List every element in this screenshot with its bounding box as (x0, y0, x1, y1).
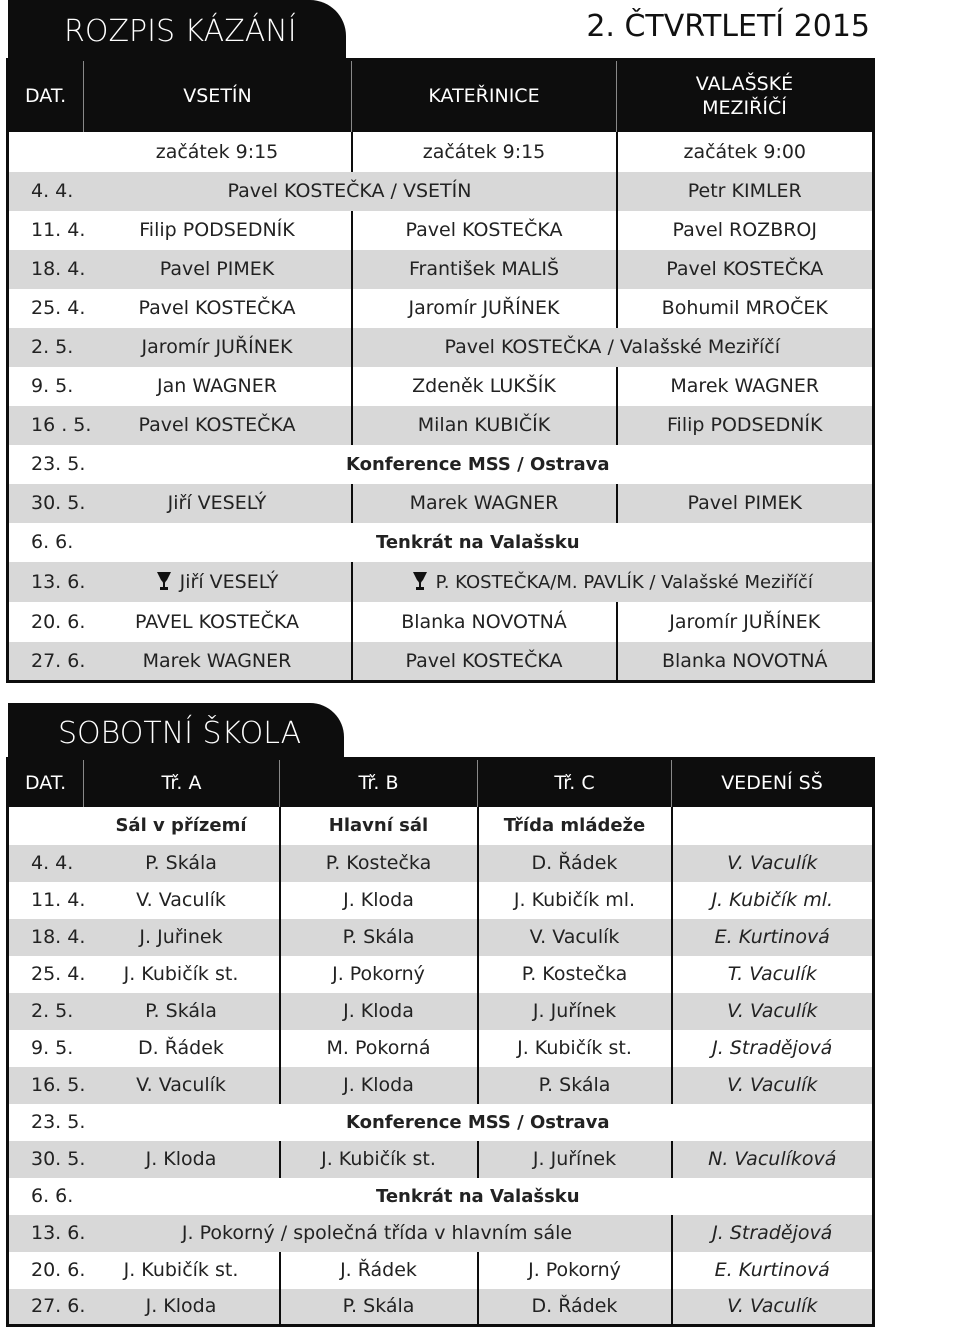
school-date-text: 16. 5. (31, 1074, 86, 1096)
school-class-c (478, 1067, 672, 1104)
school-class-b-text: J. Kubičík st. (321, 1148, 436, 1170)
school-merged-classes (84, 1215, 672, 1252)
school-row (8, 845, 874, 882)
sermon-valmez-text: Marek WAGNER (670, 375, 820, 397)
school-class-b (280, 845, 478, 882)
school-class-a-text: P. Skála (145, 1000, 217, 1022)
school-class-b-text: J. Pokorný (332, 963, 425, 985)
school-row (8, 1067, 874, 1104)
school-header-date: DAT. (8, 759, 84, 807)
school-date (8, 1030, 84, 1067)
school-class-c (478, 919, 672, 956)
sermon-row (8, 562, 874, 602)
sermon-date (8, 211, 84, 250)
sermon-date (8, 523, 84, 562)
school-date (8, 1289, 84, 1326)
sermon-row (8, 172, 874, 211)
sermon-date (8, 562, 84, 602)
school-lead-text: V. Vaculík (727, 852, 818, 874)
sermon-row (8, 328, 874, 367)
communion-cup-icon (412, 571, 428, 591)
school-class-a (84, 845, 280, 882)
start-date-cell (8, 132, 84, 172)
school-class-b-text: P. Skála (342, 1295, 415, 1318)
school-class-c-text: P. Skála (538, 1074, 611, 1096)
sermon-vsetin-text: Marek WAGNER (142, 649, 292, 672)
school-lead (672, 882, 874, 919)
sermon-valmez (617, 367, 874, 406)
sermon-date (8, 328, 84, 367)
school-class-a-text: J. Kubičík st. (123, 963, 239, 985)
school-event-text: Konference MSS / Ostrava (345, 1111, 610, 1133)
school-header-b: Tř. B (280, 759, 478, 807)
school-row (8, 1141, 874, 1178)
school-lead (672, 1252, 874, 1289)
sermon-vsetin-text: Pavel KOSTEČKA (138, 414, 296, 436)
room-b: Hlavní sál (280, 807, 478, 845)
sermon-merged-vsetin-katerinice-text: Pavel KOSTEČKA / VSETÍN (227, 180, 472, 202)
sermon-vsetin (84, 250, 352, 289)
sermon-valmez (617, 289, 874, 328)
school-class-a (84, 993, 280, 1030)
sermon-valmez-text: Blanka NOVOTNÁ (661, 649, 828, 672)
header-vsetin: VSETÍN (84, 60, 352, 132)
school-row (8, 1289, 874, 1326)
sermon-vsetin-text: PAVEL KOSTEČKA (134, 610, 300, 633)
sermon-valmez (617, 211, 874, 250)
school-class-b-text: M. Pokorná (326, 1037, 431, 1059)
school-lead (672, 845, 874, 882)
school-lead-text: V. Vaculík (727, 1295, 818, 1318)
school-class-c (478, 956, 672, 993)
school-lead-text: V. Vaculík (727, 1074, 818, 1096)
sermon-event (84, 445, 874, 484)
sermon-merged-katerinice-valmez (352, 562, 874, 602)
school-date (8, 919, 84, 956)
sermon-katerinice (352, 211, 617, 250)
school-class-a (84, 1067, 280, 1104)
header-valmez: VALAŠSKÉ MEZIŘÍČÍ (617, 60, 874, 132)
school-lead-text: T. Vaculík (727, 963, 817, 985)
school-date-text: 23. 5. (31, 1111, 86, 1133)
school-lead (672, 919, 874, 956)
sermon-date (8, 484, 84, 523)
sermon-katerinice (352, 406, 617, 445)
school-class-b-text: J. Kloda (343, 1000, 414, 1022)
school-class-a (84, 882, 280, 919)
sermon-row (8, 484, 874, 523)
school-date-text: 9. 5. (31, 1037, 74, 1059)
sermon-katerinice-text: František MALIŠ (408, 258, 560, 280)
school-class-c (478, 1289, 672, 1326)
school-class-b (280, 1067, 478, 1104)
school-date (8, 1215, 84, 1252)
school-date-text: 27. 6. (31, 1295, 86, 1318)
sermon-valmez (617, 172, 874, 211)
school-class-b (280, 956, 478, 993)
start-vsetin: začátek 9:15 (155, 140, 279, 163)
sermon-vsetin (84, 602, 352, 642)
school-class-b (280, 1289, 478, 1326)
school-class-a-text: J. Kubičík st. (123, 1259, 239, 1281)
sermon-valmez (617, 406, 874, 445)
sermon-valmez-text: Pavel KOSTEČKA (666, 258, 824, 280)
school-row (8, 1178, 874, 1215)
school-lead (672, 956, 874, 993)
sermon-date (8, 602, 84, 642)
school-row (8, 1215, 874, 1252)
school-date-text: 20. 6. (31, 1259, 86, 1281)
sermon-katerinice-text: Blanka NOVOTNÁ (401, 610, 567, 633)
school-lead-text: E. Kurtinová (714, 926, 830, 948)
sermon-row (8, 250, 874, 289)
sermon-date (8, 367, 84, 406)
school-class-a (84, 1289, 280, 1326)
sermon-date-text: 4. 4. (31, 180, 74, 202)
sermon-date (8, 642, 84, 682)
school-lead (672, 1067, 874, 1104)
room-date-cell (8, 807, 84, 845)
school-class-b-text: J. Kloda (343, 1074, 414, 1096)
school-class-b (280, 1030, 478, 1067)
sermon-vsetin-text: Filip PODSEDNÍK (139, 219, 295, 241)
school-class-c (478, 1141, 672, 1178)
sermon-vsetin (84, 562, 352, 602)
school-class-b-text: P. Skála (342, 926, 415, 948)
sermon-merged-vsetin-katerinice (84, 172, 617, 211)
sermon-date-text: 25. 4. (31, 297, 86, 319)
school-date-text: 6. 6. (31, 1185, 74, 1207)
room-a: Sál v přízemí (115, 815, 247, 836)
school-class-c (478, 1030, 672, 1067)
school-class-c (478, 882, 672, 919)
sermon-valmez (617, 642, 874, 682)
room-c: Třída mládeže (478, 807, 672, 845)
sermon-row (8, 367, 874, 406)
sermon-katerinice-text: Zdeněk LUKŠÍK (412, 375, 556, 397)
school-class-c-text: P. Kostečka (521, 963, 628, 985)
sermon-date-text: 30. 5. (31, 492, 86, 514)
school-class-c (478, 845, 672, 882)
sermon-katerinice (352, 367, 617, 406)
school-date-text: 30. 5. (31, 1148, 86, 1170)
sermon-date (8, 445, 84, 484)
school-date (8, 1067, 84, 1104)
school-class-c-text: J. Kubičík ml. (513, 889, 636, 911)
school-row (8, 1252, 874, 1289)
school-event (84, 1104, 874, 1141)
school-class-c-text: J. Juřínek (532, 1000, 617, 1022)
school-class-b (280, 1252, 478, 1289)
sermon-date-text: 16 . 5. (31, 414, 92, 436)
school-lead-text: E. Kurtinová (714, 1259, 830, 1281)
sermon-row (8, 523, 874, 562)
school-date-text: 4. 4. (31, 852, 74, 874)
sermon-vsetin-text: Jan WAGNER (157, 375, 277, 397)
school-class-c-text: J. Juřínek (532, 1148, 617, 1170)
school-lead-text: J. Stradějová (712, 1222, 833, 1244)
start-valmez: začátek 9:00 (617, 132, 874, 172)
sermon-katerinice-text: Jaromír JUŘÍNEK (408, 297, 560, 319)
sermon-date-text: 18. 4. (31, 258, 86, 280)
sermon-date (8, 172, 84, 211)
school-class-b (280, 919, 478, 956)
school-class-c (478, 993, 672, 1030)
school-date (8, 1178, 84, 1215)
school-lead-text: J. Stradějová (712, 1037, 833, 1059)
school-header-c: Tř. C (478, 759, 672, 807)
sermon-katerinice-text: Marek WAGNER (409, 492, 559, 514)
sermon-row (8, 602, 874, 642)
sermon-katerinice-text: Pavel KOSTEČKA (405, 649, 563, 672)
sermon-katerinice (352, 289, 617, 328)
sermon-row (8, 445, 874, 484)
sermon-date (8, 289, 84, 328)
school-header-lead: VEDENÍ SŠ (672, 759, 874, 807)
school-merged-classes-text: J. Pokorný / společná třída v hlavním sále (181, 1222, 573, 1244)
school-class-b (280, 882, 478, 919)
sermon-merged-katerinice-valmez-text: Pavel KOSTEČKA / Valašské Meziříčí (444, 336, 780, 358)
school-date-text: 25. 4. (31, 963, 86, 985)
sermon-vsetin-text: Jiří VESELÝ (167, 492, 267, 514)
school-class-b-text: P. Kostečka (325, 852, 432, 874)
sermon-valmez-text: Petr KIMLER (687, 180, 802, 202)
school-row (8, 1030, 874, 1067)
sermon-date-text: 23. 5. (31, 453, 86, 475)
school-date-text: 18. 4. (31, 926, 86, 948)
school-event (84, 1178, 874, 1215)
school-event-text: Tenkrát na Valašsku (375, 1185, 580, 1207)
school-lead (672, 1215, 874, 1252)
sermon-valmez-text: Pavel ROZBROJ (672, 219, 817, 241)
quarter-label: 2. ČTVRTLETÍ 2015 (586, 9, 870, 44)
school-class-a (84, 956, 280, 993)
communion-cup-icon (156, 571, 172, 591)
sermon-date-text: 9. 5. (31, 375, 74, 397)
school-class-a-text: J. Juřinek (139, 926, 223, 948)
sermon-katerinice (352, 642, 617, 682)
sermon-event (84, 523, 874, 562)
school-row (8, 956, 874, 993)
school-class-b (280, 993, 478, 1030)
sermon-schedule-table (6, 58, 875, 683)
school-lead-text: J. Kubičík ml. (711, 889, 834, 911)
sermon-katerinice-text: Milan KUBIČÍK (417, 414, 551, 436)
sermon-vsetin (84, 406, 352, 445)
school-date-text: 2. 5. (31, 1000, 74, 1022)
school-class-c (478, 1252, 672, 1289)
sermon-vsetin (84, 367, 352, 406)
school-row (8, 882, 874, 919)
school-header-a: Tř. A (84, 759, 280, 807)
school-class-c-text: D. Řádek (531, 1295, 618, 1318)
school-date (8, 1252, 84, 1289)
sermon-vsetin (84, 328, 352, 367)
sermon-date-text: 13. 6. (31, 570, 86, 593)
sermon-katerinice (352, 484, 617, 523)
school-class-a-text: V. Vaculík (136, 889, 226, 911)
school-lead (672, 1141, 874, 1178)
sermon-valmez-text: Jaromír JUŘÍNEK (669, 610, 821, 633)
school-date (8, 1104, 84, 1141)
school-date (8, 845, 84, 882)
sermon-vsetin (84, 289, 352, 328)
sermon-date (8, 250, 84, 289)
school-date-text: 11. 4. (31, 889, 86, 911)
sermon-vsetin-text: Jiří VESELÝ (179, 570, 279, 593)
header-date: DAT. (8, 60, 84, 132)
school-row (8, 1104, 874, 1141)
school-lead (672, 993, 874, 1030)
school-class-c-text: D. Řádek (531, 852, 618, 874)
school-lead (672, 1289, 874, 1326)
sermon-schedule-title: ROZPIS KÁZÁNÍ (8, 0, 346, 60)
school-class-a-text: P. Skála (145, 852, 217, 874)
sermon-row (8, 289, 874, 328)
school-lead-text: V. Vaculík (727, 1000, 818, 1022)
school-lead-text: N. Vaculíková (708, 1148, 837, 1170)
sermon-date (8, 406, 92, 445)
sermon-valmez-text: Pavel PIMEK (687, 492, 802, 514)
school-class-a (84, 1030, 280, 1067)
school-date-text: 13. 6. (31, 1222, 86, 1244)
school-class-c-text: J. Pokorný (528, 1259, 621, 1281)
sermon-event-text: Konference MSS / Ostrava (345, 453, 610, 475)
school-class-a (84, 1252, 280, 1289)
school-date (8, 882, 84, 919)
sermon-katerinice-text: Pavel KOSTEČKA (405, 219, 563, 241)
sermon-vsetin-text: Jaromír JUŘÍNEK (141, 336, 293, 358)
school-class-a-text: J. Kloda (145, 1148, 217, 1170)
sermon-vsetin-text: Pavel KOSTEČKA (138, 297, 296, 319)
school-date (8, 956, 84, 993)
school-class-b (280, 1141, 478, 1178)
sermon-date-text: 20. 6. (31, 610, 86, 633)
school-date (8, 1141, 84, 1178)
school-class-c-text: V. Vaculík (529, 926, 620, 948)
sermon-date-text: 2. 5. (31, 336, 74, 358)
school-lead (672, 1030, 874, 1067)
sermon-vsetin (84, 211, 352, 250)
sermon-merged-katerinice-valmez-text: P. KOSTEČKA/M. PAVLÍK / Valašské Meziříčí (435, 571, 813, 593)
room-lead (672, 807, 874, 845)
school-date (8, 993, 84, 1030)
sermon-row (8, 642, 874, 682)
sermon-katerinice (352, 250, 617, 289)
school-class-a-text: V. Vaculík (136, 1074, 226, 1096)
sermon-date-text: 27. 6. (31, 649, 86, 672)
sermon-valmez-text: Bohumil MROČEK (661, 297, 828, 319)
school-class-b-text: J. Kloda (343, 889, 414, 911)
sermon-row (8, 406, 874, 445)
school-class-a (84, 1141, 280, 1178)
school-class-c-text: J. Kubičík st. (517, 1037, 632, 1059)
sabbath-school-table (6, 757, 875, 1327)
sabbath-school-title: SOBOTNÍ ŠKOLA (8, 703, 344, 759)
header-katerinice: KATEŘINICE (352, 60, 617, 132)
school-row (8, 993, 874, 1030)
sermon-valmez (617, 602, 874, 642)
sermon-valmez (617, 250, 874, 289)
sermon-katerinice (352, 602, 617, 642)
sermon-vsetin-text: Pavel PIMEK (159, 258, 275, 280)
sermon-vsetin (84, 484, 352, 523)
sermon-valmez (617, 484, 874, 523)
sermon-row (8, 211, 874, 250)
school-class-a (84, 919, 280, 956)
school-row (8, 919, 874, 956)
school-class-a-text: J. Kloda (145, 1295, 217, 1318)
start-katerinice: začátek 9:15 (352, 132, 617, 172)
school-class-a-text: D. Řádek (138, 1037, 224, 1059)
sermon-valmez-text: Filip PODSEDNÍK (667, 414, 823, 436)
sermon-date-text: 11. 4. (31, 219, 86, 241)
school-class-b-text: J. Řádek (340, 1259, 417, 1281)
sermon-merged-katerinice-valmez (352, 328, 874, 367)
sermon-date-text: 6. 6. (31, 531, 74, 553)
sermon-event-text: Tenkrát na Valašsku (375, 531, 580, 553)
sermon-vsetin (84, 642, 352, 682)
